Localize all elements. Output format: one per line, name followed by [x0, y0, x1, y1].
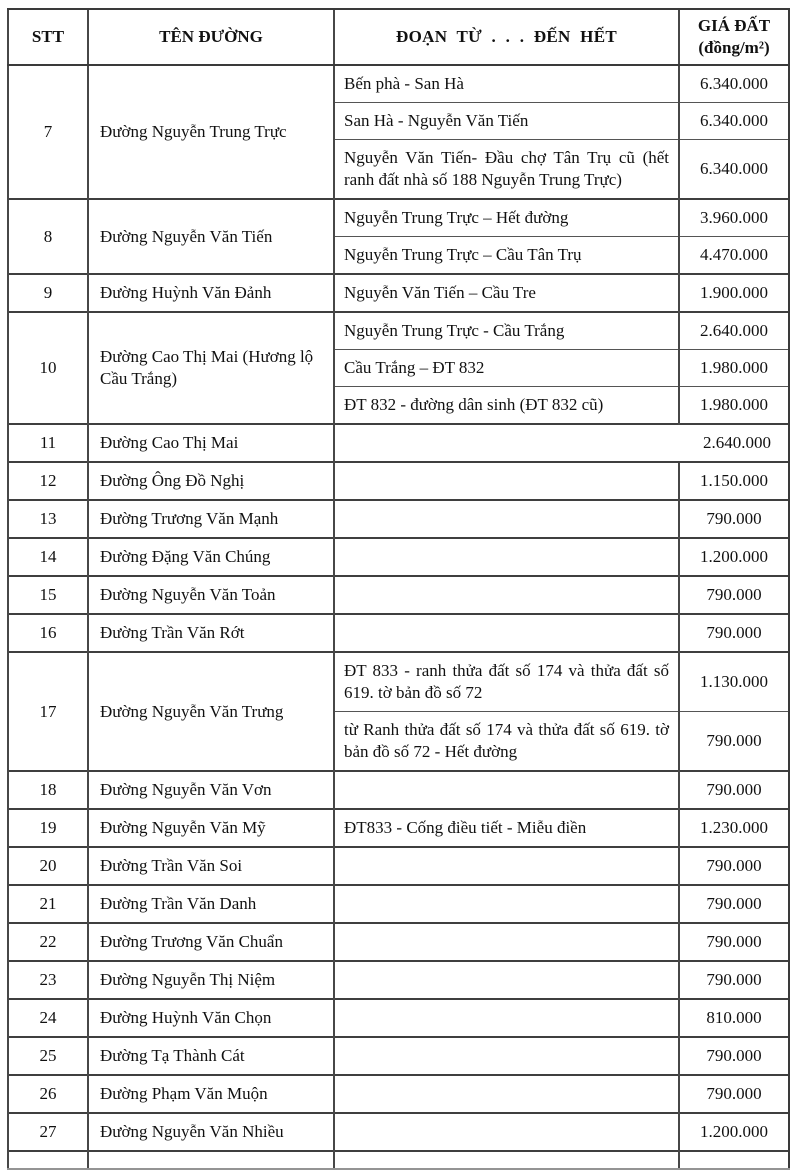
- price-cell: 3.960.000: [679, 199, 789, 237]
- segment-cell: [334, 847, 679, 885]
- price-cell: 1.150.000: [679, 462, 789, 500]
- street-cell: Đường Nguyễn Thị Niệm: [88, 961, 334, 999]
- street-cell: Đường Nguyễn Văn Nhiều: [88, 1113, 334, 1151]
- segment-cell: [334, 538, 679, 576]
- price-cell: 790.000: [679, 847, 789, 885]
- street-cell: Đường Ông Đồ Nghị: [88, 462, 334, 500]
- price-cell: 810.000: [679, 999, 789, 1037]
- price-cell: 790.000: [679, 1075, 789, 1113]
- segment-cell: Nguyễn Văn Tiến- Đầu chợ Tân Trụ cũ (hết ranh đất nhà số 188 Nguyễn Trung Trực): [334, 140, 679, 200]
- segment-cell: [334, 961, 679, 999]
- segment-cell: Nguyễn Trung Trực - Cầu Trắng: [334, 312, 679, 350]
- table-row: [8, 424, 789, 462]
- street-cell: Đường Huỳnh Văn Chọn: [88, 999, 334, 1037]
- street-cell: Đường Trần Văn Danh: [88, 885, 334, 923]
- street-cell: Đường Nguyễn Văn Vơn: [88, 771, 334, 809]
- stt-cell: 23: [8, 961, 88, 999]
- price-cell: 790.000: [679, 500, 789, 538]
- segment-cell: [334, 771, 679, 809]
- stt-cell: 19: [8, 809, 88, 847]
- price-cell: 6.340.000: [679, 140, 789, 200]
- segment-cell: Nguyễn Văn Tiến – Cầu Tre: [334, 274, 679, 312]
- header-cell-price: [679, 9, 789, 65]
- segment-cell: [334, 999, 679, 1037]
- segment-cell: [334, 885, 679, 923]
- stt-cell: 15: [8, 576, 88, 614]
- segment-cell: [334, 614, 679, 652]
- price-cell: 1.230.000: [679, 809, 789, 847]
- table-row: [8, 199, 789, 237]
- price-cell: 790.000: [679, 576, 789, 614]
- price-cell: 1.980.000: [679, 387, 789, 425]
- cut-off-cell: [334, 1151, 679, 1169]
- header-row: [8, 9, 789, 65]
- stt-cell: 16: [8, 614, 88, 652]
- price-cell: 1.200.000: [679, 538, 789, 576]
- segment-cell: [334, 576, 679, 614]
- table-row: [8, 312, 789, 350]
- stt-cell: 24: [8, 999, 88, 1037]
- table-row: [8, 500, 789, 538]
- table-row: [8, 961, 789, 999]
- stt-cell: 10: [8, 312, 88, 424]
- table-row: [8, 462, 789, 500]
- price-cell: 6.340.000: [679, 103, 789, 140]
- price-cell: 790.000: [679, 771, 789, 809]
- table-row: [8, 999, 789, 1037]
- header-price-line2: (đồng/m²): [698, 38, 770, 57]
- segment-cell: [334, 500, 679, 538]
- stt-cell: 25: [8, 1037, 88, 1075]
- table-row: [8, 614, 789, 652]
- segment-cell: ĐT 833 - ranh thửa đất số 174 và thửa đất số 619. tờ bản đồ số 72: [334, 652, 679, 712]
- stt-cell: 7: [8, 65, 88, 199]
- table-row: [8, 847, 789, 885]
- stt-cell: 9: [8, 274, 88, 312]
- price-cell: 4.470.000: [679, 237, 789, 275]
- stt-cell: 20: [8, 847, 88, 885]
- street-cell: Đường Trương Văn Mạnh: [88, 500, 334, 538]
- segment-cell: từ Ranh thửa đất số 174 và thửa đất số 619. tờ bản đồ số 72 - Hết đường: [334, 712, 679, 772]
- stt-cell: 13: [8, 500, 88, 538]
- table-row: [8, 1037, 789, 1075]
- price-cell: 1.980.000: [679, 350, 789, 387]
- segment-cell: [334, 462, 679, 500]
- table-row: [8, 576, 789, 614]
- stt-cell: 8: [8, 199, 88, 274]
- cut-off-cell: [679, 1151, 789, 1169]
- cut-off-row: [8, 1151, 789, 1169]
- segment-cell: [334, 1037, 679, 1075]
- street-cell: Đường Nguyễn Văn Mỹ: [88, 809, 334, 847]
- price-cell: 790.000: [679, 885, 789, 923]
- segment-cell: Nguyễn Trung Trực – Hết đường: [334, 199, 679, 237]
- table-row: [8, 923, 789, 961]
- table-row: [8, 274, 789, 312]
- street-cell: Đường Nguyễn Trung Trực: [88, 65, 334, 199]
- table-row: [8, 652, 789, 712]
- header-cell-stt: STT: [8, 9, 88, 65]
- merged-price-cell: 2.640.000: [334, 424, 789, 462]
- table-row: [8, 1113, 789, 1151]
- segment-cell: Nguyễn Trung Trực – Cầu Tân Trụ: [334, 237, 679, 275]
- street-cell: Đường Trương Văn Chuẩn: [88, 923, 334, 961]
- price-cell: 1.200.000: [679, 1113, 789, 1151]
- cut-off-cell: [88, 1151, 334, 1169]
- price-cell: 790.000: [679, 923, 789, 961]
- table-row: [8, 65, 789, 103]
- segment-cell: [334, 923, 679, 961]
- price-cell: 6.340.000: [679, 65, 789, 103]
- segment-cell: [334, 1113, 679, 1151]
- stt-cell: 11: [8, 424, 88, 462]
- segment-cell: ĐT833 - Cống điều tiết - Miễu điền: [334, 809, 679, 847]
- street-cell: Đường Trần Văn Soi: [88, 847, 334, 885]
- price-cell: 790.000: [679, 1037, 789, 1075]
- table-row: [8, 538, 789, 576]
- table-row: [8, 885, 789, 923]
- price-cell: 790.000: [679, 712, 789, 772]
- price-cell: 2.640.000: [679, 312, 789, 350]
- cut-off-cell: [8, 1151, 88, 1169]
- street-cell: Đường Phạm Văn Muộn: [88, 1075, 334, 1113]
- street-cell: Đường Huỳnh Văn Đảnh: [88, 274, 334, 312]
- street-cell: Đường Nguyễn Văn Tiến: [88, 199, 334, 274]
- table-body: [8, 65, 789, 1169]
- land-price-table: [7, 8, 790, 1170]
- header-price-line1: GIÁ ĐẤT: [697, 16, 771, 35]
- header-cell-street: TÊN ĐƯỜNG: [88, 9, 334, 65]
- price-cell: 1.900.000: [679, 274, 789, 312]
- table-header: [8, 9, 789, 65]
- price-cell: 790.000: [679, 614, 789, 652]
- street-cell: Đường Cao Thị Mai (Hương lộ Cầu Trắng): [88, 312, 334, 424]
- header-cell-segment: ĐOẠN TỪ . . . ĐẾN HẾT: [334, 9, 679, 65]
- segment-cell: [334, 1075, 679, 1113]
- street-cell: Đường Tạ Thành Cát: [88, 1037, 334, 1075]
- street-cell: Đường Nguyễn Văn Toản: [88, 576, 334, 614]
- stt-cell: 17: [8, 652, 88, 771]
- segment-cell: Cầu Trắng – ĐT 832: [334, 350, 679, 387]
- stt-cell: 26: [8, 1075, 88, 1113]
- segment-cell: San Hà - Nguyễn Văn Tiến: [334, 103, 679, 140]
- street-cell: Đường Đặng Văn Chúng: [88, 538, 334, 576]
- table-row: [8, 1075, 789, 1113]
- street-cell: Đường Cao Thị Mai: [88, 424, 334, 462]
- stt-cell: 14: [8, 538, 88, 576]
- table-row: [8, 771, 789, 809]
- stt-cell: 22: [8, 923, 88, 961]
- stt-cell: 27: [8, 1113, 88, 1151]
- street-cell: Đường Nguyễn Văn Trưng: [88, 652, 334, 771]
- price-cell: 790.000: [679, 961, 789, 999]
- street-cell: Đường Trần Văn Rớt: [88, 614, 334, 652]
- segment-cell: ĐT 832 - đường dân sinh (ĐT 832 cũ): [334, 387, 679, 425]
- stt-cell: 18: [8, 771, 88, 809]
- stt-cell: 12: [8, 462, 88, 500]
- table-row: [8, 809, 789, 847]
- price-cell: 1.130.000: [679, 652, 789, 712]
- segment-cell: Bến phà - San Hà: [334, 65, 679, 103]
- stt-cell: 21: [8, 885, 88, 923]
